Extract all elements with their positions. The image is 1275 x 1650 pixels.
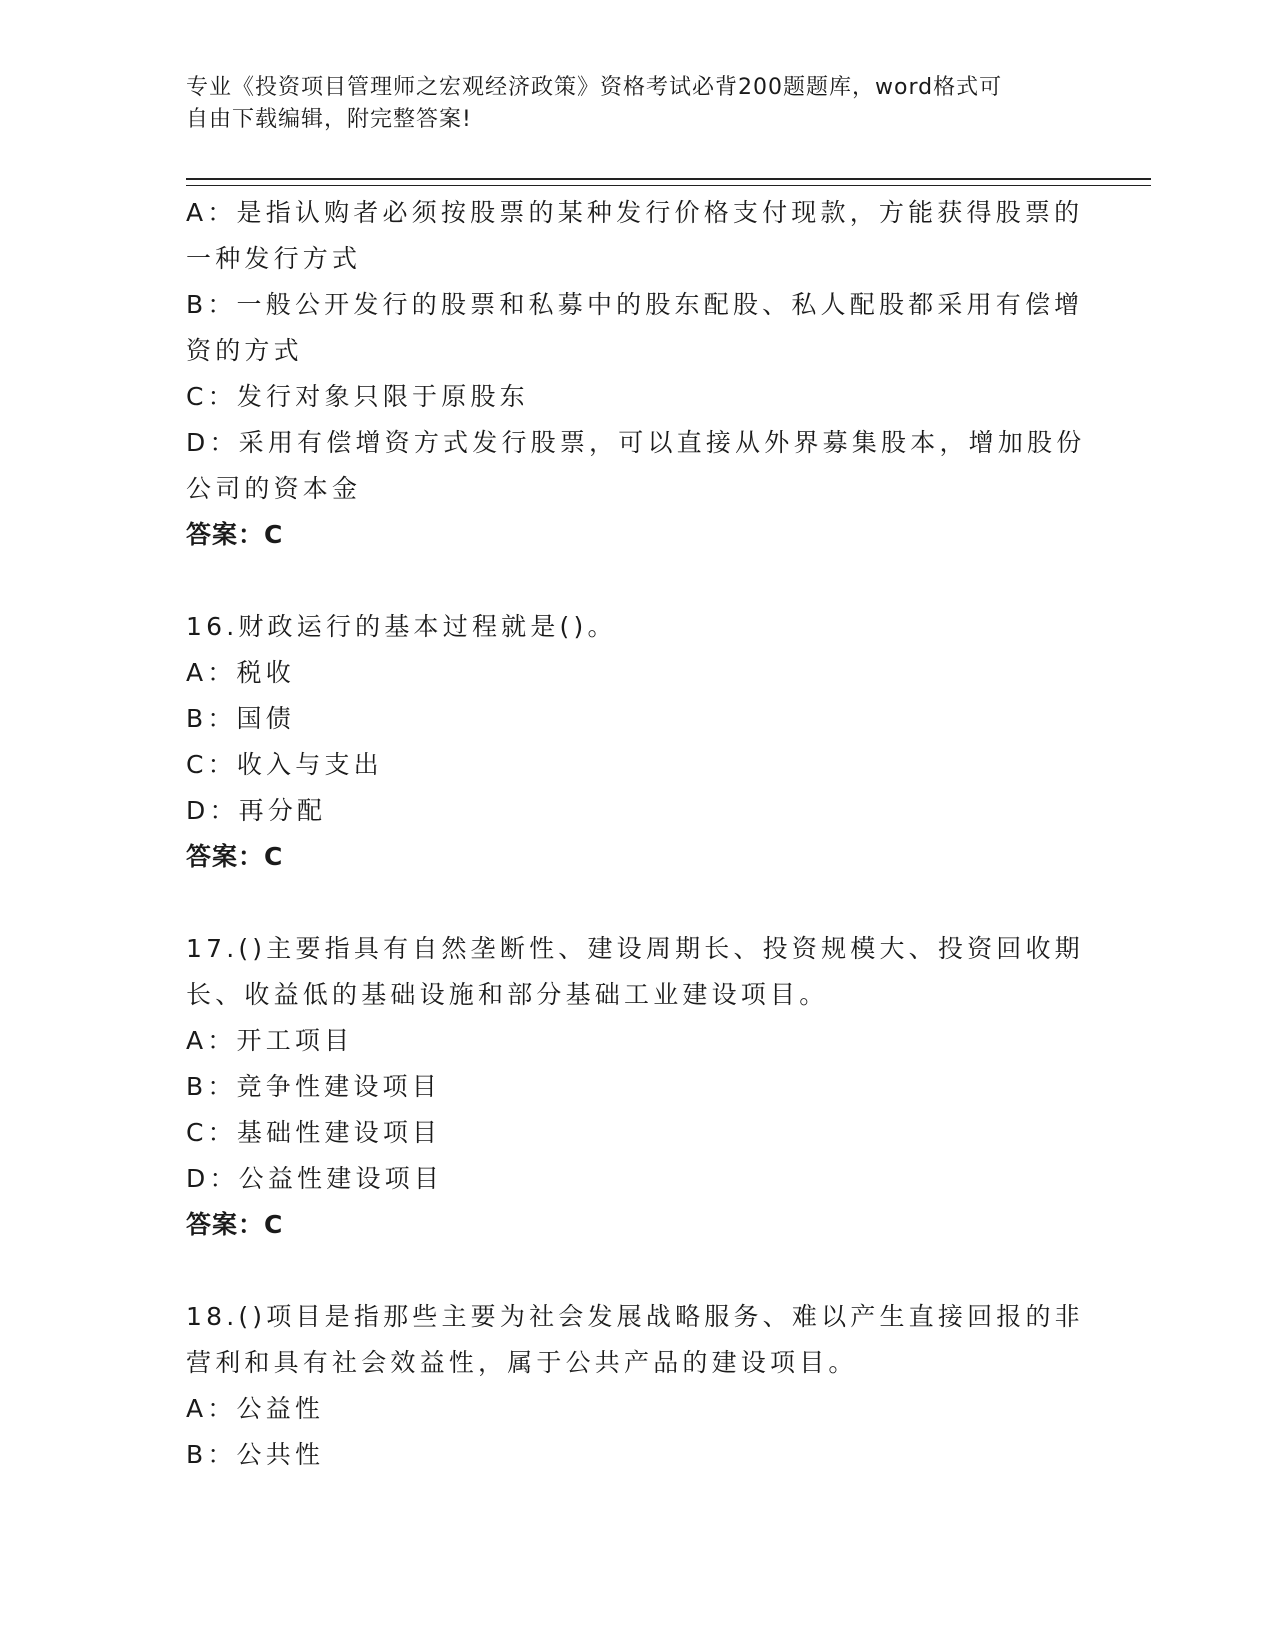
document-header bbox=[186, 72, 1066, 136]
option-c: C：基础性建设项目 bbox=[186, 1118, 442, 1147]
spacer bbox=[186, 880, 1066, 926]
option-d: D：公益性建设项目 bbox=[186, 1164, 444, 1193]
question-15-block bbox=[186, 190, 1086, 558]
option-c: C：收入与支出 bbox=[186, 750, 383, 779]
answer-line: 答案：C bbox=[186, 842, 284, 871]
question-stem-line-1: 18.()项目是指那些主要为社会发展战略服务、难以产生直接回报的非 bbox=[186, 1302, 1084, 1331]
option-d: D：再分配 bbox=[186, 796, 327, 825]
header-line-1: 专业《投资项目管理师之宏观经济政策》资格考试必背200题题库，word格式可 bbox=[186, 75, 1003, 100]
question-list bbox=[186, 190, 1086, 1478]
answer-line: 答案：C bbox=[186, 1210, 284, 1239]
option-d-line-2: 公司的资本金 bbox=[186, 474, 362, 503]
answer-line: 答案：C bbox=[186, 520, 284, 549]
question-stem-line-1: 17.()主要指具有自然垄断性、建设周期长、投资规模大、投资回收期 bbox=[186, 934, 1084, 963]
question-16-block bbox=[186, 604, 1066, 880]
option-a: A：税收 bbox=[186, 658, 295, 687]
spacer bbox=[186, 558, 1066, 604]
header-line-2: 自由下载编辑，附完整答案! bbox=[186, 107, 472, 132]
question-stem: 16.财政运行的基本过程就是()。 bbox=[186, 612, 617, 641]
question-18-block bbox=[186, 1294, 1084, 1478]
option-a: A：公益性 bbox=[186, 1394, 325, 1423]
spacer bbox=[186, 1248, 1066, 1294]
question-stem-line-2: 营利和具有社会效益性，属于公共产品的建设项目。 bbox=[186, 1348, 858, 1377]
option-b: B：公共性 bbox=[186, 1440, 325, 1469]
option-b: B：竞争性建设项目 bbox=[186, 1072, 441, 1101]
option-b-line-2: 资的方式 bbox=[186, 336, 303, 365]
question-17-block bbox=[186, 926, 1084, 1248]
option-a: A：开工项目 bbox=[186, 1026, 354, 1055]
option-d-line-1: D：采用有偿增资方式发行股票，可以直接从外界募集股本，增加股份 bbox=[186, 428, 1086, 457]
option-b: B：国债 bbox=[186, 704, 295, 733]
option-c: C：发行对象只限于原股东 bbox=[186, 382, 529, 411]
header-divider bbox=[186, 178, 1151, 186]
question-stem-line-2: 长、收益低的基础设施和部分基础工业建设项目。 bbox=[186, 980, 829, 1009]
option-a-line-2: 一种发行方式 bbox=[186, 244, 362, 273]
option-a-line-1: A：是指认购者必须按股票的某种发行价格支付现款，方能获得股票的 bbox=[186, 198, 1084, 227]
option-b-line-1: B：一般公开发行的股票和私募中的股东配股、私人配股都采用有偿增 bbox=[186, 290, 1084, 319]
